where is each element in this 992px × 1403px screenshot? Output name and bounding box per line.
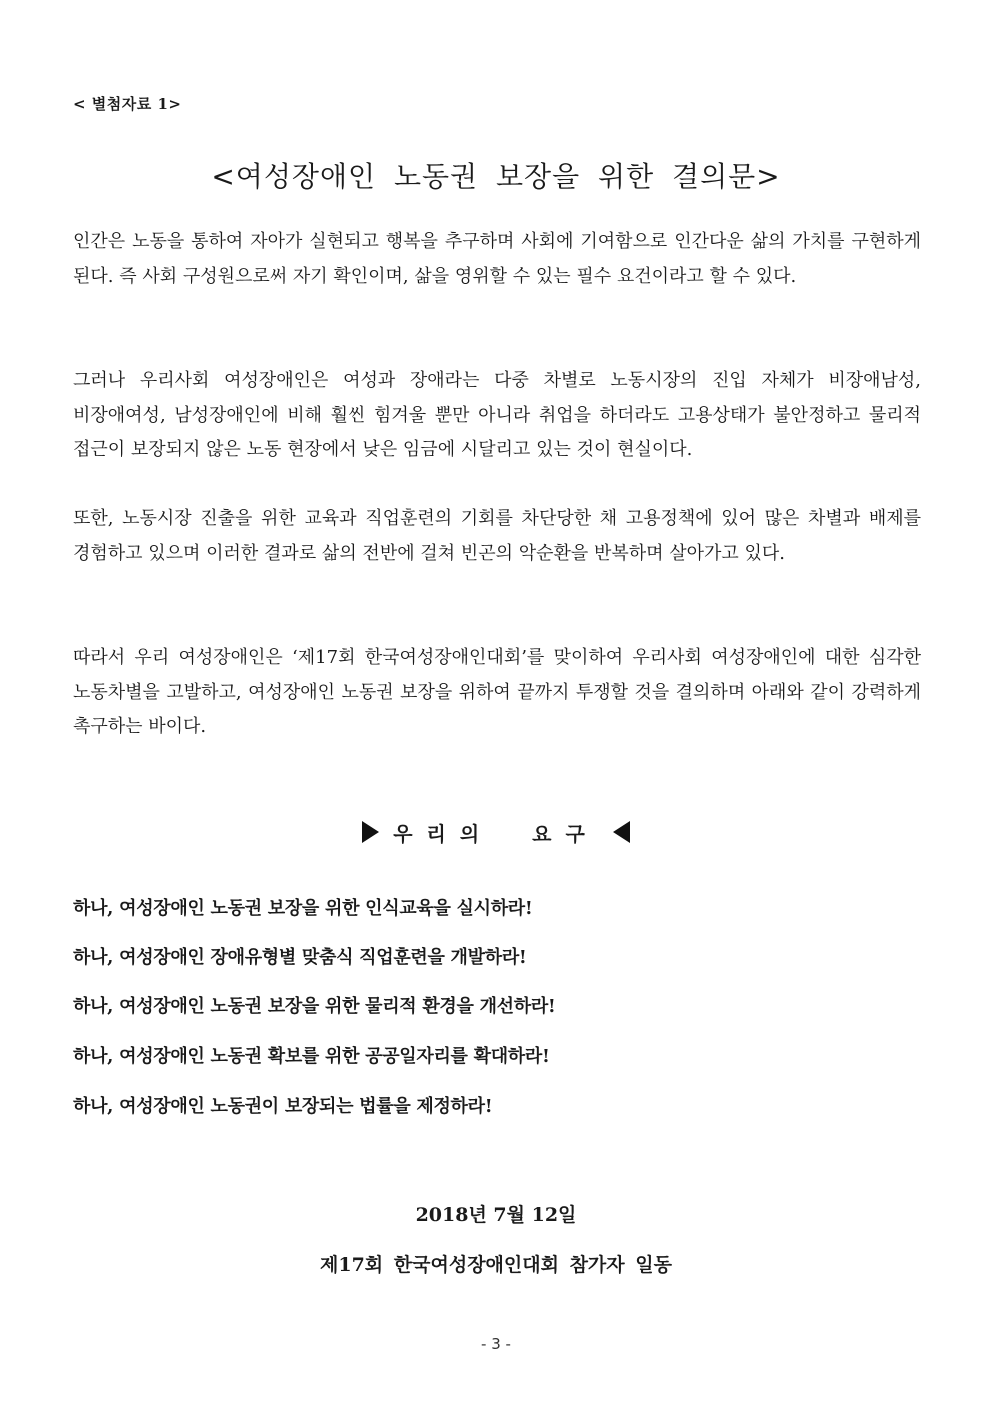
demand-item: 하나, 여성장애인 노동권 보장을 위한 인식교육을 실시하라! xyxy=(73,898,533,919)
demands-heading-label: 우리의 요구 xyxy=(393,822,599,846)
demand-item: 하나, 여성장애인 노동권이 보장되는 법률을 제정하라! xyxy=(73,1096,493,1117)
triangle-left-icon xyxy=(613,821,630,843)
demand-item: 하나, 여성장애인 노동권 보장을 위한 물리적 환경을 개선하라! xyxy=(73,996,556,1017)
demands-heading xyxy=(0,818,992,847)
page-title: <여성장애인 노동권 보장을 위한 결의문> xyxy=(211,160,781,193)
paragraph-4: 따라서 우리 여성장애인은 ‘제17회 한국여성장애인대회’를 맞이하여 우리사회 여성장애인에 대한 심각한 노동차별을 고발하고, 여성장애인 노동권 보장을 위하여 끝까지 투쟁할 것을 결의하며 아래와 같이 강력하게 촉구하는 바이다. xyxy=(73,647,921,737)
attachment-label: < 별첨자료 1> xyxy=(73,95,182,113)
signer-line: 제17회 한국여성장애인대회 참가자 일동 xyxy=(320,1254,672,1276)
triangle-right-icon xyxy=(362,821,379,843)
demand-item: 하나, 여성장애인 노동권 확보를 위한 공공일자리를 확대하라! xyxy=(73,1046,550,1067)
page-number: - 3 - xyxy=(481,1335,511,1353)
paragraph-2: 그러나 우리사회 여성장애인은 여성과 장애라는 다중 차별로 노동시장의 진입 자체가 비장애남성, 비장애여성, 남성장애인에 비해 훨씬 힘겨울 뿐만 아니라 취업을 하더라도 고용상태가 불안정하고 물리적 접근이 보장되지 않은 노동 현장에서 낮은 임금에 시달리고 있는 것이 현실이다. xyxy=(73,370,921,460)
demand-item: 하나, 여성장애인 장애유형별 맞춤식 직업훈련을 개발하라! xyxy=(73,947,527,968)
resolution-date: 2018년 7월 12일 xyxy=(415,1204,577,1226)
paragraph-3: 또한, 노동시장 진출을 위한 교육과 직업훈련의 기회를 차단당한 채 고용정책에 있어 많은 차별과 배제를 경험하고 있으며 이러한 결과로 삶의 전반에 걸쳐 빈곤의 악순환을 반복하며 살아가고 있다. xyxy=(73,508,921,564)
paragraph-1: 인간은 노동을 통하여 자아가 실현되고 행복을 추구하며 사회에 기여함으로 인간다운 삶의 가치를 구현하게 된다. 즉 사회 구성원으로써 자기 확인이며, 삶을 영위할 수 있는 필수 요건이라고 할 수 있다. xyxy=(73,231,921,287)
